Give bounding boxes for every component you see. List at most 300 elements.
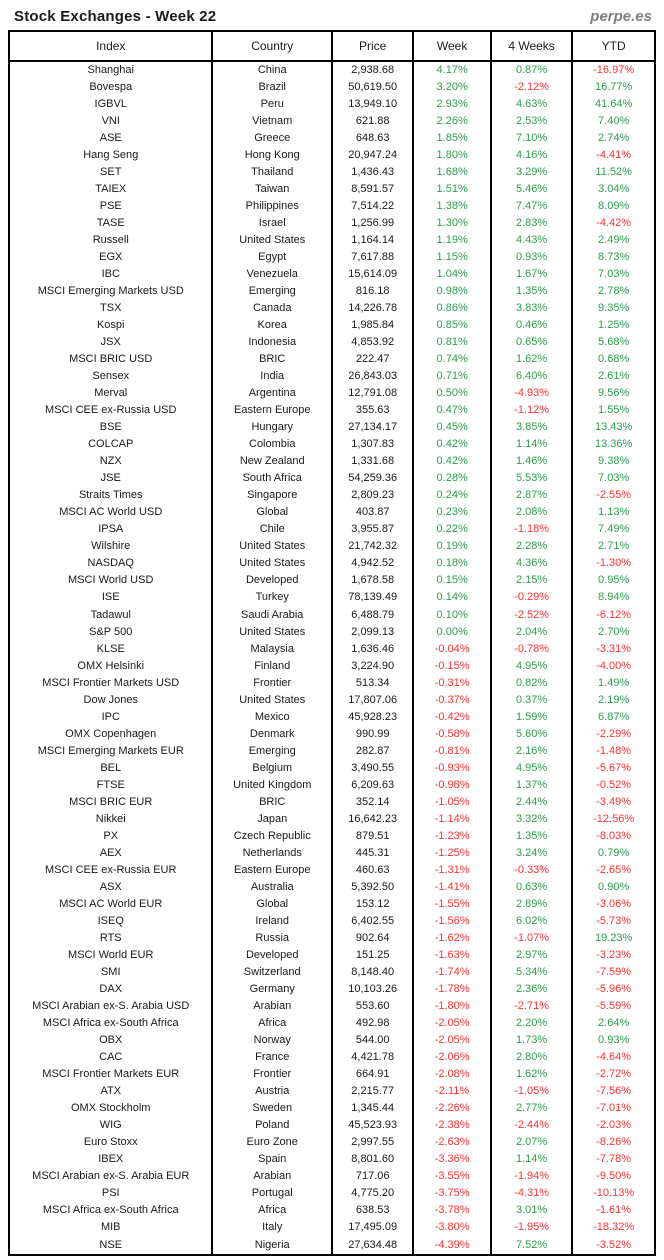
stock-exchanges-table [8,30,656,1256]
table-row [9,1202,655,1219]
cell-country: Developed [212,947,332,964]
cell-week: -1.31% [413,862,491,879]
cell-4weeks: 5.34% [491,964,572,981]
cell-ytd: 8.94% [572,589,655,606]
cell-price: 6,402.55 [332,913,413,930]
cell-ytd: -7.59% [572,964,655,981]
cell-index: Wilshire [91,540,131,553]
table-row [9,896,655,913]
cell-price: 45,928.23 [332,709,413,726]
cell-week: -1.14% [413,811,491,828]
cell-country: BRIC [212,351,332,368]
cell-price: 26,843.03 [332,368,413,385]
cell-4weeks: 1.59% [491,709,572,726]
cell-week: 0.23% [413,504,491,521]
table-row [9,1236,655,1255]
column-header-week: Week [413,31,491,61]
cell-index: PSI [101,1187,120,1200]
cell-country: Austria [212,1083,332,1100]
table-row [9,913,655,930]
cell-index: MSCI Arabian ex-S. Arabia EUR [32,1170,190,1183]
cell-ytd: 1.25% [572,317,655,334]
cell-4weeks: 1.14% [491,436,572,453]
cell-price: 2,809.23 [332,487,413,504]
cell-index: MSCI AC World USD [59,506,163,519]
cell-price: 2,099.13 [332,624,413,641]
cell-week: 0.85% [413,317,491,334]
cell-4weeks: 3.24% [491,845,572,862]
cell-4weeks: 1.35% [491,828,572,845]
cell-ytd: 0.93% [572,1032,655,1049]
cell-index: NSE [99,1238,123,1251]
table-row [9,1066,655,1083]
cell-index: OMX Stockholm [71,1101,151,1114]
cell-ytd: -18.32% [572,1219,655,1236]
cell-ytd: 2.74% [572,130,655,147]
cell-week: 0.00% [413,624,491,641]
cell-4weeks: -0.33% [491,862,572,879]
table-row [9,419,655,436]
table-row [9,61,655,79]
cell-country: Eastern Europe [212,402,332,419]
cell-price: 1,678.58 [332,572,413,589]
cell-country: Vietnam [212,113,332,130]
cell-ytd: -10.13% [572,1185,655,1202]
cell-country: Arabian [212,1168,332,1185]
cell-week: 1.51% [413,181,491,198]
cell-4weeks: 3.01% [491,1202,572,1219]
cell-4weeks: 3.29% [491,164,572,181]
cell-country: Israel [212,215,332,232]
cell-week: -2.38% [413,1117,491,1134]
cell-country: Hungary [212,419,332,436]
cell-week: -0.98% [413,777,491,794]
cell-ytd: 7.03% [572,266,655,283]
table-row [9,607,655,624]
table-row [9,1185,655,1202]
cell-index: MSCI World USD [68,574,154,587]
cell-index: MSCI Frontier Markets EUR [42,1067,180,1080]
cell-country: Indonesia [212,334,332,351]
table-row [9,130,655,147]
cell-week: 2.26% [413,113,491,130]
cell-price: 717.06 [332,1168,413,1185]
cell-4weeks: 2.36% [491,981,572,998]
cell-index: ASX [99,880,122,893]
cell-ytd: -0.52% [572,777,655,794]
cell-ytd: 9.35% [572,300,655,317]
cell-4weeks: 2.97% [491,947,572,964]
cell-country: United States [212,232,332,249]
cell-week: -1.25% [413,845,491,862]
cell-index: Kospi [96,319,125,332]
cell-index: MSCI AC World EUR [59,897,163,910]
table-row [9,811,655,828]
cell-index: IGBVL [94,98,127,111]
cell-4weeks: 4.95% [491,658,572,675]
cell-country: New Zealand [212,453,332,470]
cell-week: 0.24% [413,487,491,504]
cell-4weeks: 4.43% [491,232,572,249]
table-row [9,555,655,572]
cell-week: -2.05% [413,1015,491,1032]
cell-ytd: 9.38% [572,453,655,470]
table-row [9,385,655,402]
cell-index: RTS [99,931,122,944]
cell-price: 27,134.17 [332,419,413,436]
table-row [9,1032,655,1049]
cell-country: Colombia [212,436,332,453]
cell-index: IPSA [98,523,124,536]
cell-index: MSCI Emerging Markets EUR [37,744,184,757]
cell-ytd: -2.55% [572,487,655,504]
table-row [9,300,655,317]
cell-price: 13,949.10 [332,96,413,113]
cell-index: MSCI Arabian ex-S. Arabia USD [32,999,190,1012]
cell-ytd: -1.30% [572,555,655,572]
cell-week: 0.18% [413,555,491,572]
cell-index: MSCI BRIC EUR [69,795,153,808]
cell-country: South Africa [212,470,332,487]
cell-index: MSCI Africa ex-South Africa [42,1204,179,1217]
table-row [9,487,655,504]
cell-4weeks: -2.71% [491,998,572,1015]
cell-index: MSCI CEE ex-Russia EUR [45,863,177,876]
cell-ytd: 9.56% [572,385,655,402]
cell-week: -2.05% [413,1032,491,1049]
cell-country: China [212,61,332,79]
cell-country: BRIC [212,794,332,811]
table-row [9,1151,655,1168]
cell-price: 3,490.55 [332,760,413,777]
cell-ytd: 2.61% [572,368,655,385]
cell-price: 4,775.20 [332,1185,413,1202]
cell-country: Korea [212,317,332,334]
cell-country: United States [212,555,332,572]
table-row [9,828,655,845]
cell-week: 3.20% [413,79,491,96]
cell-country: Hong Kong [212,147,332,164]
cell-4weeks: 6.02% [491,913,572,930]
cell-week: -1.62% [413,930,491,947]
cell-ytd: 13.43% [572,419,655,436]
table-row [9,930,655,947]
cell-week: 1.19% [413,232,491,249]
cell-country: Chile [212,521,332,538]
cell-4weeks: 2.28% [491,538,572,555]
table-row [9,1015,655,1032]
cell-price: 27,634.48 [332,1236,413,1255]
cell-4weeks: 1.46% [491,453,572,470]
header-bar [0,0,664,30]
cell-country: Netherlands [212,845,332,862]
cell-country: Russia [212,930,332,947]
cell-price: 2,215.77 [332,1083,413,1100]
cell-index: MSCI BRIC USD [69,353,153,366]
cell-4weeks: -1.12% [491,402,572,419]
cell-index: PX [103,829,119,842]
cell-ytd: 2.78% [572,283,655,300]
cell-price: 1,256.99 [332,215,413,232]
cell-4weeks: 2.83% [491,215,572,232]
cell-ytd: 0.68% [572,351,655,368]
cell-index: ATX [100,1084,122,1097]
cell-index: TAIEX [95,183,127,196]
cell-ytd: 6.87% [572,709,655,726]
cell-index: OMX Copenhagen [65,727,157,740]
cell-index: Nikkei [95,812,126,825]
cell-4weeks: -0.78% [491,641,572,658]
cell-price: 621.88 [332,113,413,130]
cell-ytd: -5.73% [572,913,655,930]
table-row [9,862,655,879]
cell-price: 403.87 [332,504,413,521]
table-row [9,981,655,998]
cell-4weeks: 4.63% [491,96,572,113]
cell-ytd: -8.03% [572,828,655,845]
cell-week: -1.55% [413,896,491,913]
cell-price: 2,997.55 [332,1134,413,1151]
cell-price: 8,801.60 [332,1151,413,1168]
cell-index: KLSE [96,642,125,655]
cell-country: Global [212,896,332,913]
cell-week: 0.10% [413,607,491,624]
cell-index: BSE [99,421,122,434]
cell-country: Finland [212,658,332,675]
cell-4weeks: 1.37% [491,777,572,794]
cell-week: 1.38% [413,198,491,215]
cell-ytd: -4.00% [572,658,655,675]
table-row [9,402,655,419]
cell-index: NASDAQ [87,557,134,570]
cell-index: CAC [99,1050,123,1063]
cell-price: 12,791.08 [332,385,413,402]
cell-index: NZX [99,455,122,468]
table-row [9,249,655,266]
cell-week: 0.86% [413,300,491,317]
column-header-country: Country [212,31,332,61]
cell-country: Developed [212,572,332,589]
cell-4weeks: 0.63% [491,879,572,896]
cell-week: 1.68% [413,164,491,181]
table-row [9,1083,655,1100]
cell-week: -1.41% [413,879,491,896]
table-row [9,794,655,811]
cell-country: Brazil [212,79,332,96]
cell-price: 544.00 [332,1032,413,1049]
table-row [9,436,655,453]
cell-index: MSCI Emerging Markets USD [37,285,184,298]
cell-ytd: -2.03% [572,1117,655,1134]
cell-ytd: 0.90% [572,879,655,896]
table-row [9,998,655,1015]
cell-week: -0.04% [413,641,491,658]
cell-week: -2.08% [413,1066,491,1083]
cell-ytd: 41.64% [572,96,655,113]
cell-price: 460.63 [332,862,413,879]
cell-week: -1.56% [413,913,491,930]
table-row [9,845,655,862]
cell-country: Arabian [212,998,332,1015]
cell-week: -0.42% [413,709,491,726]
cell-4weeks: 2.16% [491,743,572,760]
cell-price: 6,209.63 [332,777,413,794]
cell-index: MSCI Africa ex-South Africa [42,1016,179,1029]
cell-4weeks: 3.83% [491,300,572,317]
cell-index: Bovespa [89,81,133,94]
cell-price: 648.63 [332,130,413,147]
cell-ytd: -9.50% [572,1168,655,1185]
cell-price: 222.47 [332,351,413,368]
table-row [9,368,655,385]
cell-price: 17,807.06 [332,692,413,709]
cell-4weeks: 5.46% [491,181,572,198]
cell-price: 54,259.36 [332,470,413,487]
cell-4weeks: 1.14% [491,1151,572,1168]
cell-price: 553.60 [332,998,413,1015]
cell-price: 16,642.23 [332,811,413,828]
cell-price: 282.87 [332,743,413,760]
cell-price: 8,148.40 [332,964,413,981]
table-row [9,1049,655,1066]
table-row [9,572,655,589]
cell-ytd: -4.64% [572,1049,655,1066]
cell-ytd: -1.48% [572,743,655,760]
cell-ytd: 1.49% [572,675,655,692]
table-row [9,726,655,743]
table-row [9,777,655,794]
cell-price: 10,103.26 [332,981,413,998]
cell-ytd: -2.72% [572,1066,655,1083]
cell-country: Saudi Arabia [212,607,332,624]
cell-price: 7,617.88 [332,249,413,266]
table-row [9,283,655,300]
cell-index: Sensex [92,370,130,383]
cell-price: 1,985.84 [332,317,413,334]
cell-country: Japan [212,811,332,828]
cell-country: United Kingdom [212,777,332,794]
cell-country: Africa [212,1015,332,1032]
cell-4weeks: 2.15% [491,572,572,589]
cell-ytd: 1.55% [572,402,655,419]
cell-ytd: 2.49% [572,232,655,249]
cell-price: 5,392.50 [332,879,413,896]
cell-index: MSCI Frontier Markets USD [42,676,180,689]
cell-index: SMI [100,965,121,978]
cell-index: OBX [99,1033,123,1046]
cell-week: -1.63% [413,947,491,964]
table-row [9,658,655,675]
cell-week: 0.81% [413,334,491,351]
cell-country: Venezuela [212,266,332,283]
cell-index: ISEQ [97,914,124,927]
page-title: Stock Exchanges - Week 22 [14,7,217,25]
table-row [9,709,655,726]
cell-ytd: 2.19% [572,692,655,709]
cell-week: -3.78% [413,1202,491,1219]
cell-ytd: 2.70% [572,624,655,641]
cell-week: -3.55% [413,1168,491,1185]
cell-index: COLCAP [88,438,134,451]
cell-ytd: 7.40% [572,113,655,130]
table-row [9,113,655,130]
cell-price: 3,224.90 [332,658,413,675]
cell-ytd: -6.12% [572,607,655,624]
cell-4weeks: 4.36% [491,555,572,572]
cell-week: 0.22% [413,521,491,538]
cell-index: Shanghai [87,64,134,76]
cell-week: -3.75% [413,1185,491,1202]
cell-price: 638.53 [332,1202,413,1219]
cell-4weeks: 2.20% [491,1015,572,1032]
cell-price: 8,591.57 [332,181,413,198]
cell-index: DAX [99,982,123,995]
cell-ytd: 19.23% [572,930,655,947]
table-row [9,453,655,470]
cell-country: Mexico [212,709,332,726]
cell-week: 0.28% [413,470,491,487]
column-header-ytd: YTD [572,31,655,61]
cell-ytd: 7.49% [572,521,655,538]
cell-4weeks: 2.77% [491,1100,572,1117]
cell-4weeks: 2.53% [491,113,572,130]
cell-price: 1,436.43 [332,164,413,181]
table-row [9,641,655,658]
cell-index: FTSE [96,778,125,791]
cell-week: -4.39% [413,1236,491,1255]
cell-4weeks: 0.46% [491,317,572,334]
cell-ytd: 2.71% [572,538,655,555]
cell-ytd: 11.52% [572,164,655,181]
cell-index: ASE [99,132,122,145]
column-header-4weeks: 4 Weeks [491,31,572,61]
cell-price: 153.12 [332,896,413,913]
cell-price: 2,938.68 [332,61,413,79]
cell-ytd: -3.06% [572,896,655,913]
cell-week: -2.26% [413,1100,491,1117]
cell-country: Greece [212,130,332,147]
table-row [9,181,655,198]
table-row [9,470,655,487]
cell-week: -1.80% [413,998,491,1015]
cell-country: Australia [212,879,332,896]
cell-4weeks: -4.93% [491,385,572,402]
table-row [9,266,655,283]
table-row [9,317,655,334]
cell-country: Argentina [212,385,332,402]
cell-price: 1,636.46 [332,641,413,658]
table-body [9,61,655,1255]
cell-4weeks: -2.44% [491,1117,572,1134]
cell-4weeks: 1.67% [491,266,572,283]
cell-index: IBC [101,268,120,281]
cell-price: 1,307.83 [332,436,413,453]
table-row [9,947,655,964]
cell-4weeks: 7.52% [491,1236,572,1255]
cell-index: AEX [99,846,122,859]
cell-week: 0.19% [413,538,491,555]
cell-4weeks: -0.29% [491,589,572,606]
table-row [9,589,655,606]
cell-ytd: 0.79% [572,845,655,862]
cell-4weeks: 2.89% [491,896,572,913]
cell-country: Singapore [212,487,332,504]
cell-index: VNI [101,115,120,128]
cell-country: Thailand [212,164,332,181]
cell-ytd: -4.41% [572,147,655,164]
cell-week: 0.50% [413,385,491,402]
cell-country: Philippines [212,198,332,215]
